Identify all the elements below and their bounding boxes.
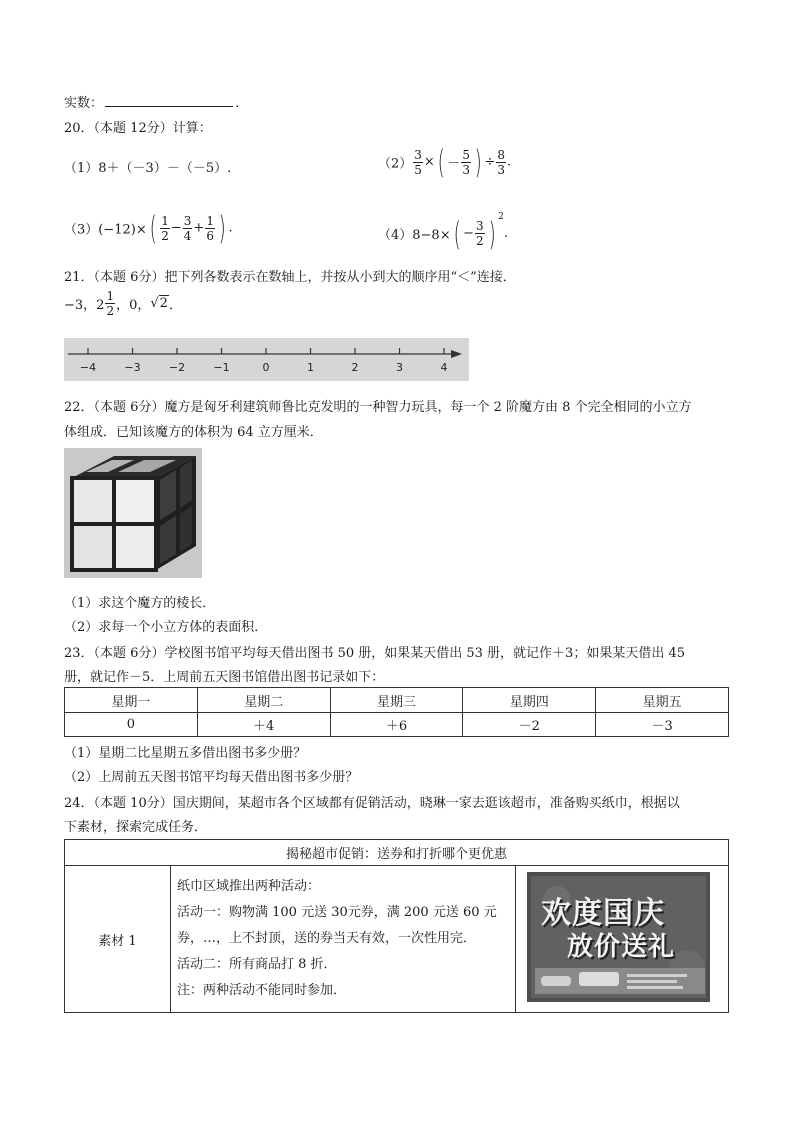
library-record-table [64,687,729,737]
q22-line1: 22．（本题 6分）魔方是匈牙利建筑师鲁比克发明的一种智力玩具，每一个 2 阶魔方由 8 个完全相同的小立方 [64,400,692,415]
axis-tick-label: −4 [79,361,97,374]
poster-text-line1: 欢度国庆 [541,896,665,931]
q20-part3: （3）(−12)×( $\frac{1}{2}$ − $\frac{3}{4}$ + $\frac{1}{6}$ ) . [64,209,233,247]
q21-header: 21．（本题 6分）把下列各数表示在数轴上，并按从小到大的顺序用“＜”连接． [64,270,516,285]
arrow-icon [451,350,462,358]
table-header-cell: 星期二 [197,688,330,713]
table-header-cell: 星期五 [596,688,729,713]
q21-numbers: −3，2 $\frac{1}{2}$ ，0，√2． [64,289,182,318]
table-cell: －3 [596,713,729,737]
fraction: $\frac{1}{2}$ [161,213,169,243]
q23-line1: 23．（本题 6分）学校图书馆平均每天借出图书 50 册，如果某天借出 53 册，就记作＋3；如果某天借出 45 [64,646,686,661]
q23-sub2: （2）上周前五天图书馆平均每天借出图书多少册？ [64,770,359,785]
axis-tick-label: 2 [351,361,359,374]
q20-header: 20．（本题 12分）计算： [64,121,212,136]
table-cell: －2 [463,713,596,737]
exponent: 2 [498,212,504,222]
promotion-title: 揭秘超市促销：送券和打折哪个更优惠 [65,840,729,866]
fraction: $\frac{3}{2}$ [476,219,484,248]
answer-blank-line: 实数： . [64,96,240,111]
material-label: 素材 1 [65,866,171,1013]
table-row [65,713,729,737]
table-cell: ＋6 [330,713,463,737]
q22-sub2: （2）求每一个小立方体的表面积． [64,620,268,635]
axis-tick-label: 0 [262,361,270,374]
promotion-description: 纸巾区域推出两种活动： 活动一：购物满 100 元送 30元券，满 200 元送 60 元 券，…，上不封顶，送的券当天有效，一次性用完． 活动二：所有商品打 8 折． 注：两种活动不能同时参加． [171,866,516,1013]
q24-line2: 下素材，探索完成任务． [64,820,208,835]
axis-tick-label: 3 [396,361,403,374]
q20-part2: （2） $\frac{3}{5}$ ×( － $\frac{5}{3}$ ) ÷ $\frac{8}{3}$ . [378,143,512,181]
table-header-cell: 星期四 [463,688,596,713]
poster-text-line2: 放价送礼 [567,932,676,962]
q22-line2: 体组成．已知该魔方的体积为 64 立方厘米． [64,425,323,440]
fraction: $\frac{1}{2}$ [106,289,115,318]
axis-tick-label: 1 [307,361,314,374]
fraction: $\frac{3}{4}$ [183,213,192,243]
table-header-cell: 星期三 [330,688,463,713]
answer-blank[interactable] [105,94,233,107]
rubiks-cube-image [64,448,202,578]
sqrt-expression: √2 [150,296,168,311]
axis-tick-label: −2 [168,361,186,374]
q24-line1: 24．（本题 10分）国庆期间，某超市各个区域都有促销活动，晓琳一家去逛该超市，准备购买纸巾，根据以 [64,796,680,811]
q23-line2: 册，就记作－5．上周前五天图书馆借出图书记录如下： [64,670,385,685]
fraction: $\frac{5}{3}$ [462,147,470,177]
q22-sub1: （1）求这个魔方的棱长． [64,596,216,611]
promotion-title-row [65,840,729,866]
table-cell: ＋4 [197,713,330,737]
table-header-cell: 星期一 [65,688,198,713]
fraction: $\frac{1}{6}$ [206,213,214,243]
table-cell: 0 [65,713,198,737]
national-day-poster-image [527,872,710,1002]
fraction: $\frac{8}{3}$ [497,147,505,177]
axis-tick-label: −3 [124,361,141,374]
axis-tick-label: 4 [440,361,448,374]
fraction: $\frac{3}{5}$ [414,147,422,177]
table-header-row [65,688,729,713]
axis-tick-label: −1 [213,361,230,374]
number-line [64,338,469,381]
q23-sub1: （1）星期二比星期五多借出图书多少册？ [64,746,307,761]
q20-part4: （4）8−8×( − $\frac{3}{2}$ ) $^2$. [378,212,508,253]
real-number-label: 实数： [64,96,104,111]
q20-part1: （1）8＋（－3）－（－5）. [64,161,232,176]
number-line-image [64,338,469,381]
